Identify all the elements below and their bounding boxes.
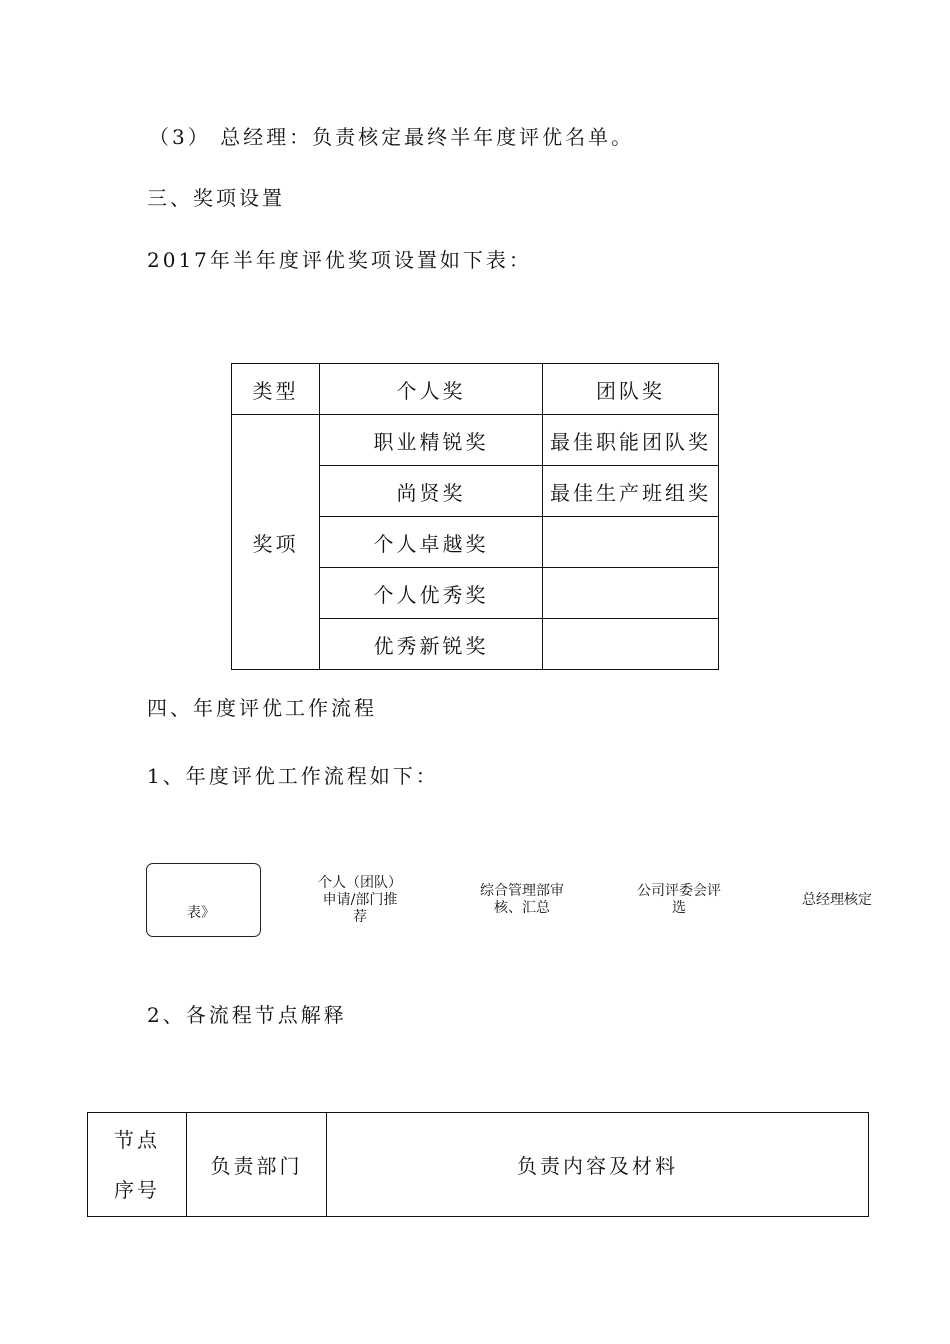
flow-step-review: 综合管理部审 核、汇总 <box>480 883 564 916</box>
awards-table <box>231 363 719 670</box>
flow-start-box <box>146 863 261 937</box>
table-row <box>232 364 719 415</box>
header-type: 类型 <box>232 364 320 415</box>
node-table <box>87 1112 869 1217</box>
team-award <box>543 568 719 619</box>
row-label-awards: 奖项 <box>232 415 320 670</box>
section-heading-awards: 三、奖项设置 <box>147 186 285 210</box>
table-row <box>88 1113 869 1217</box>
header-personal: 个人奖 <box>320 364 543 415</box>
awards-intro: 2017年半年度评优奖项设置如下表： <box>147 248 532 272</box>
personal-award: 优秀新锐奖 <box>320 619 543 670</box>
flow-step-committee: 公司评委会评 选 <box>637 883 721 916</box>
flow-intro: 1、年度评优工作流程如下： <box>147 764 439 788</box>
team-award <box>543 517 719 568</box>
table-row <box>232 415 719 466</box>
flow-step-approval: 总经理核定 <box>802 892 872 908</box>
manager-paragraph: （3） 总经理：负责核定最终半年度评优名单。 <box>149 125 635 149</box>
team-award: 最佳职能团队奖 <box>543 415 719 466</box>
node-intro: 2、各流程节点解释 <box>147 1003 347 1027</box>
personal-award: 尚贤奖 <box>320 466 543 517</box>
flow-step-apply: 个人（团队） 申请/部门推 荐 <box>318 875 402 925</box>
header-node-number: 节点 序号 <box>88 1113 187 1217</box>
personal-award: 个人卓越奖 <box>320 517 543 568</box>
team-award: 最佳生产班组奖 <box>543 466 719 517</box>
team-award <box>543 619 719 670</box>
header-content: 负责内容及材料 <box>327 1113 869 1217</box>
personal-award: 职业精锐奖 <box>320 415 543 466</box>
header-team: 团队奖 <box>543 364 719 415</box>
section-heading-workflow: 四、年度评优工作流程 <box>147 696 377 720</box>
flow-box-text: 表》 <box>187 905 215 921</box>
header-department: 负责部门 <box>187 1113 327 1217</box>
personal-award: 个人优秀奖 <box>320 568 543 619</box>
